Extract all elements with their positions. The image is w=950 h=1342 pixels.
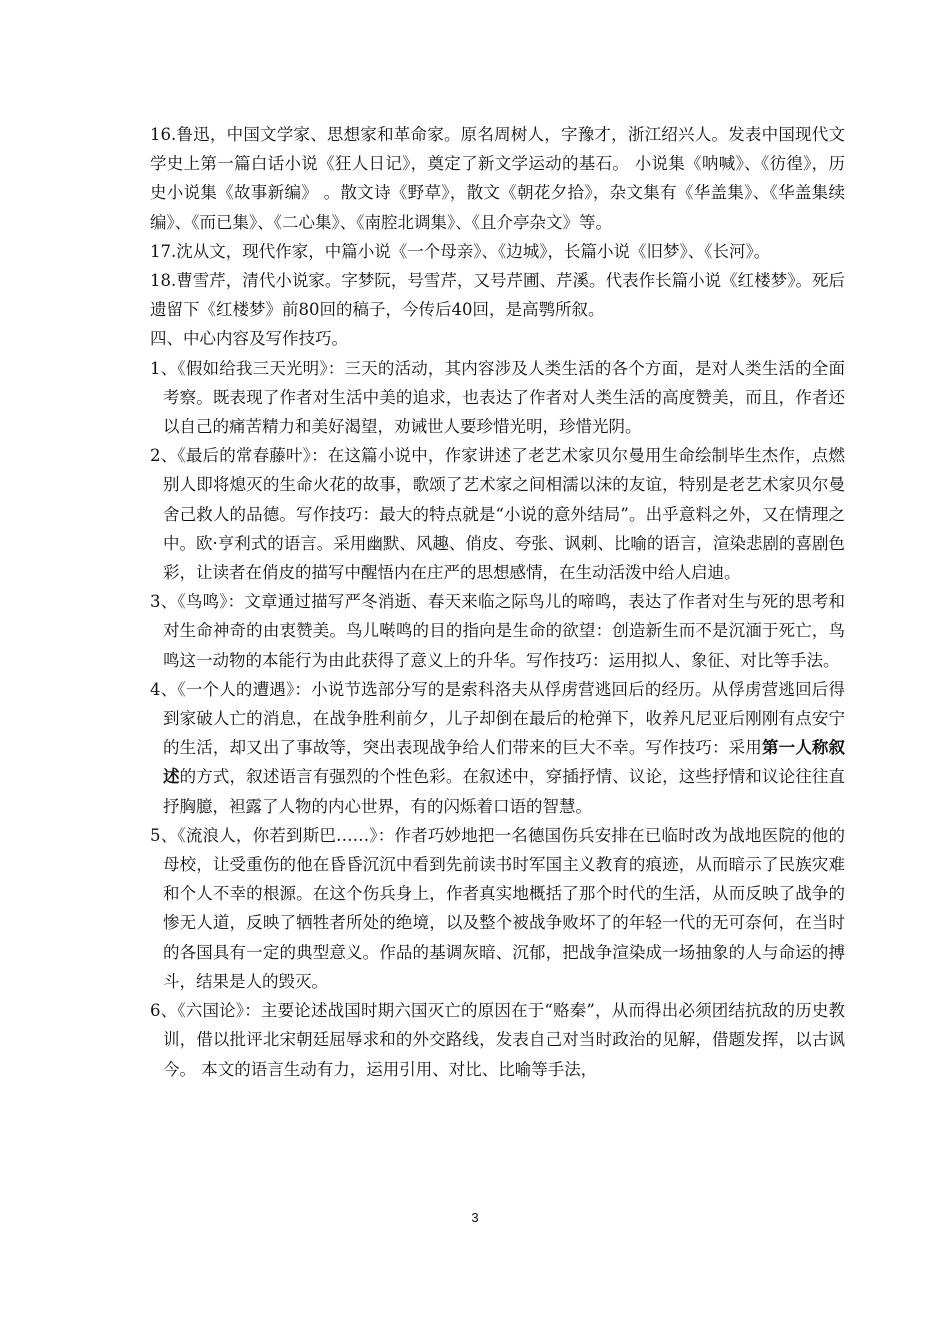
page-body xyxy=(150,120,845,1084)
page-number: 3 xyxy=(471,1210,479,1225)
item-three-days-of-light: 1、《假如给我三天光明》：三天的活动，其内容涉及人类生活的各个方面，是对人类生活的全面考察。既表现了作者对生活中美的追求，也表达了作者对人类生活的高度赞美，而且，作者还以自己的痛苦精力和美好渴望，劝诫世人要珍惜光明，珍惜光阴。 xyxy=(150,358,845,437)
item-fate-of-a-man-post: 的方式，叙述语言有强烈的个性色彩。在叙述中，穿插抒情、议论，这些抒情和议论往往直抒胸臆，袒露了人物的内心世界，有的闪烁着口语的智慧。 xyxy=(163,767,846,816)
section-heading: 四、中心内容及写作技巧。 xyxy=(150,329,348,349)
paragraph-shen-congwen: 17.沈从文，现代作家，中篇小说《一个母亲》、《边城》，长篇小说《旧梦》、《长河》。 xyxy=(150,241,771,261)
bold-phrase: 第一人称叙述 xyxy=(163,738,846,787)
item-fate-of-a-man xyxy=(150,675,845,821)
paragraph-cao-xueqin: 18.曹雪芹，清代小说家。字梦阮，号雪芹，又号芹圃、芹溪。代表作长篇小说《红楼梦》。死后遗留下《红楼梦》前80回的稿子，今传后40回，是高鹗所叙。 xyxy=(150,271,845,320)
paragraph-lu-xun: 16.鲁迅，中国文学家、思想家和革命家。原名周树人，字豫才，浙江绍兴人。发表中国现代文学史上第一篇白话小说《狂人日记》，奠定了新文学运动的基石。 小说集《呐喊》、《彷徨》，历史小说集《故事新编》 。散文诗《野草》，散文《朝花夕拾》，杂文集有《华盖集》、《华盖集续编》、《而已集》、《二心集》、《南腔北调集》、《且介亭杂文》等。 xyxy=(150,125,845,232)
item-six-states: 6、《六国论》：主要论述战国时期六国灭亡的原因在于“赂秦”，从而得出必须团结抗敌的历史教训，借以批评北宋朝廷屈辱求和的外交路线，发表自己对当时政治的见解，借题发挥，以古讽今。 本文的语言生动有力，运用引用、对比、比喻等手法， xyxy=(150,1001,845,1079)
item-birdsong: 3、《鸟鸣》：文章通过描写严冬消逝、春天来临之际鸟儿的啼鸣，表达了作者对生与死的思考和对生命神奇的由衷赞美。鸟儿啭鸣的目的指向是生命的欲望：创造新生而不是沉湎于死亡，鸟鸣这一动物的本能行为由此获得了意义上的升华。写作技巧：运用拟人、象征、对比等手法。 xyxy=(150,592,845,670)
item-fate-of-a-man-pre: 4、《一个人的遭遇》：小说节选部分写的是索科洛夫从俘虏营逃回后的经历。从俘虏营逃回后得到家破人亡的消息，在战争胜利前夕，儿子却倒在最后的枪弹下，收养凡尼亚后刚刚有点安宁的生活，却又出了事故等，突出表现战争给人们带来的巨大不幸。写作技巧：采用 xyxy=(150,679,845,758)
item-wanderer-sparta: 5、《流浪人，你若到斯巴……》：作者巧妙地把一名德国伤兵安排在已临时改为战地医院的他的母校，让受重伤的他在昏昏沉沉中看到先前读书时军国主义教育的痕迹，从而暗示了民族灾难和个人不幸的根源。在这个伤兵身上，作者真实地概括了那个时代的生活，从而反映了战争的惨无人道，反映了牺牲者所处的绝境，以及整个被战争败坏了的年轻一代的无可奈何，在当时的各国具有一定的典型意义。作品的基调灰暗、沉郁，把战争渲染成一场抽象的人与命运的搏斗，结果是人的毁灭。 xyxy=(150,825,845,991)
item-last-ivy-leaf: 2、《最后的常春藤叶》：在这篇小说中，作家讲述了老艺术家贝尔曼用生命绘制毕生杰作，点燃别人即将熄灭的生命火花的故事，歌颂了艺术家之间相濡以沫的友谊，特别是老艺术家贝尔曼舍己救人的品德。写作技巧：最大的特点就是“小说的意外结局”。出乎意料之外，又在情理之中。欧·亨利式的语言。采用幽默、风趣、俏皮、夸张、讽刺、比喻的语言，渲染悲剧的喜剧色彩，让读者在俏皮的描写中醒悟内在庄严的思想感情，在生动活泼中给人启迪。 xyxy=(150,446,845,583)
